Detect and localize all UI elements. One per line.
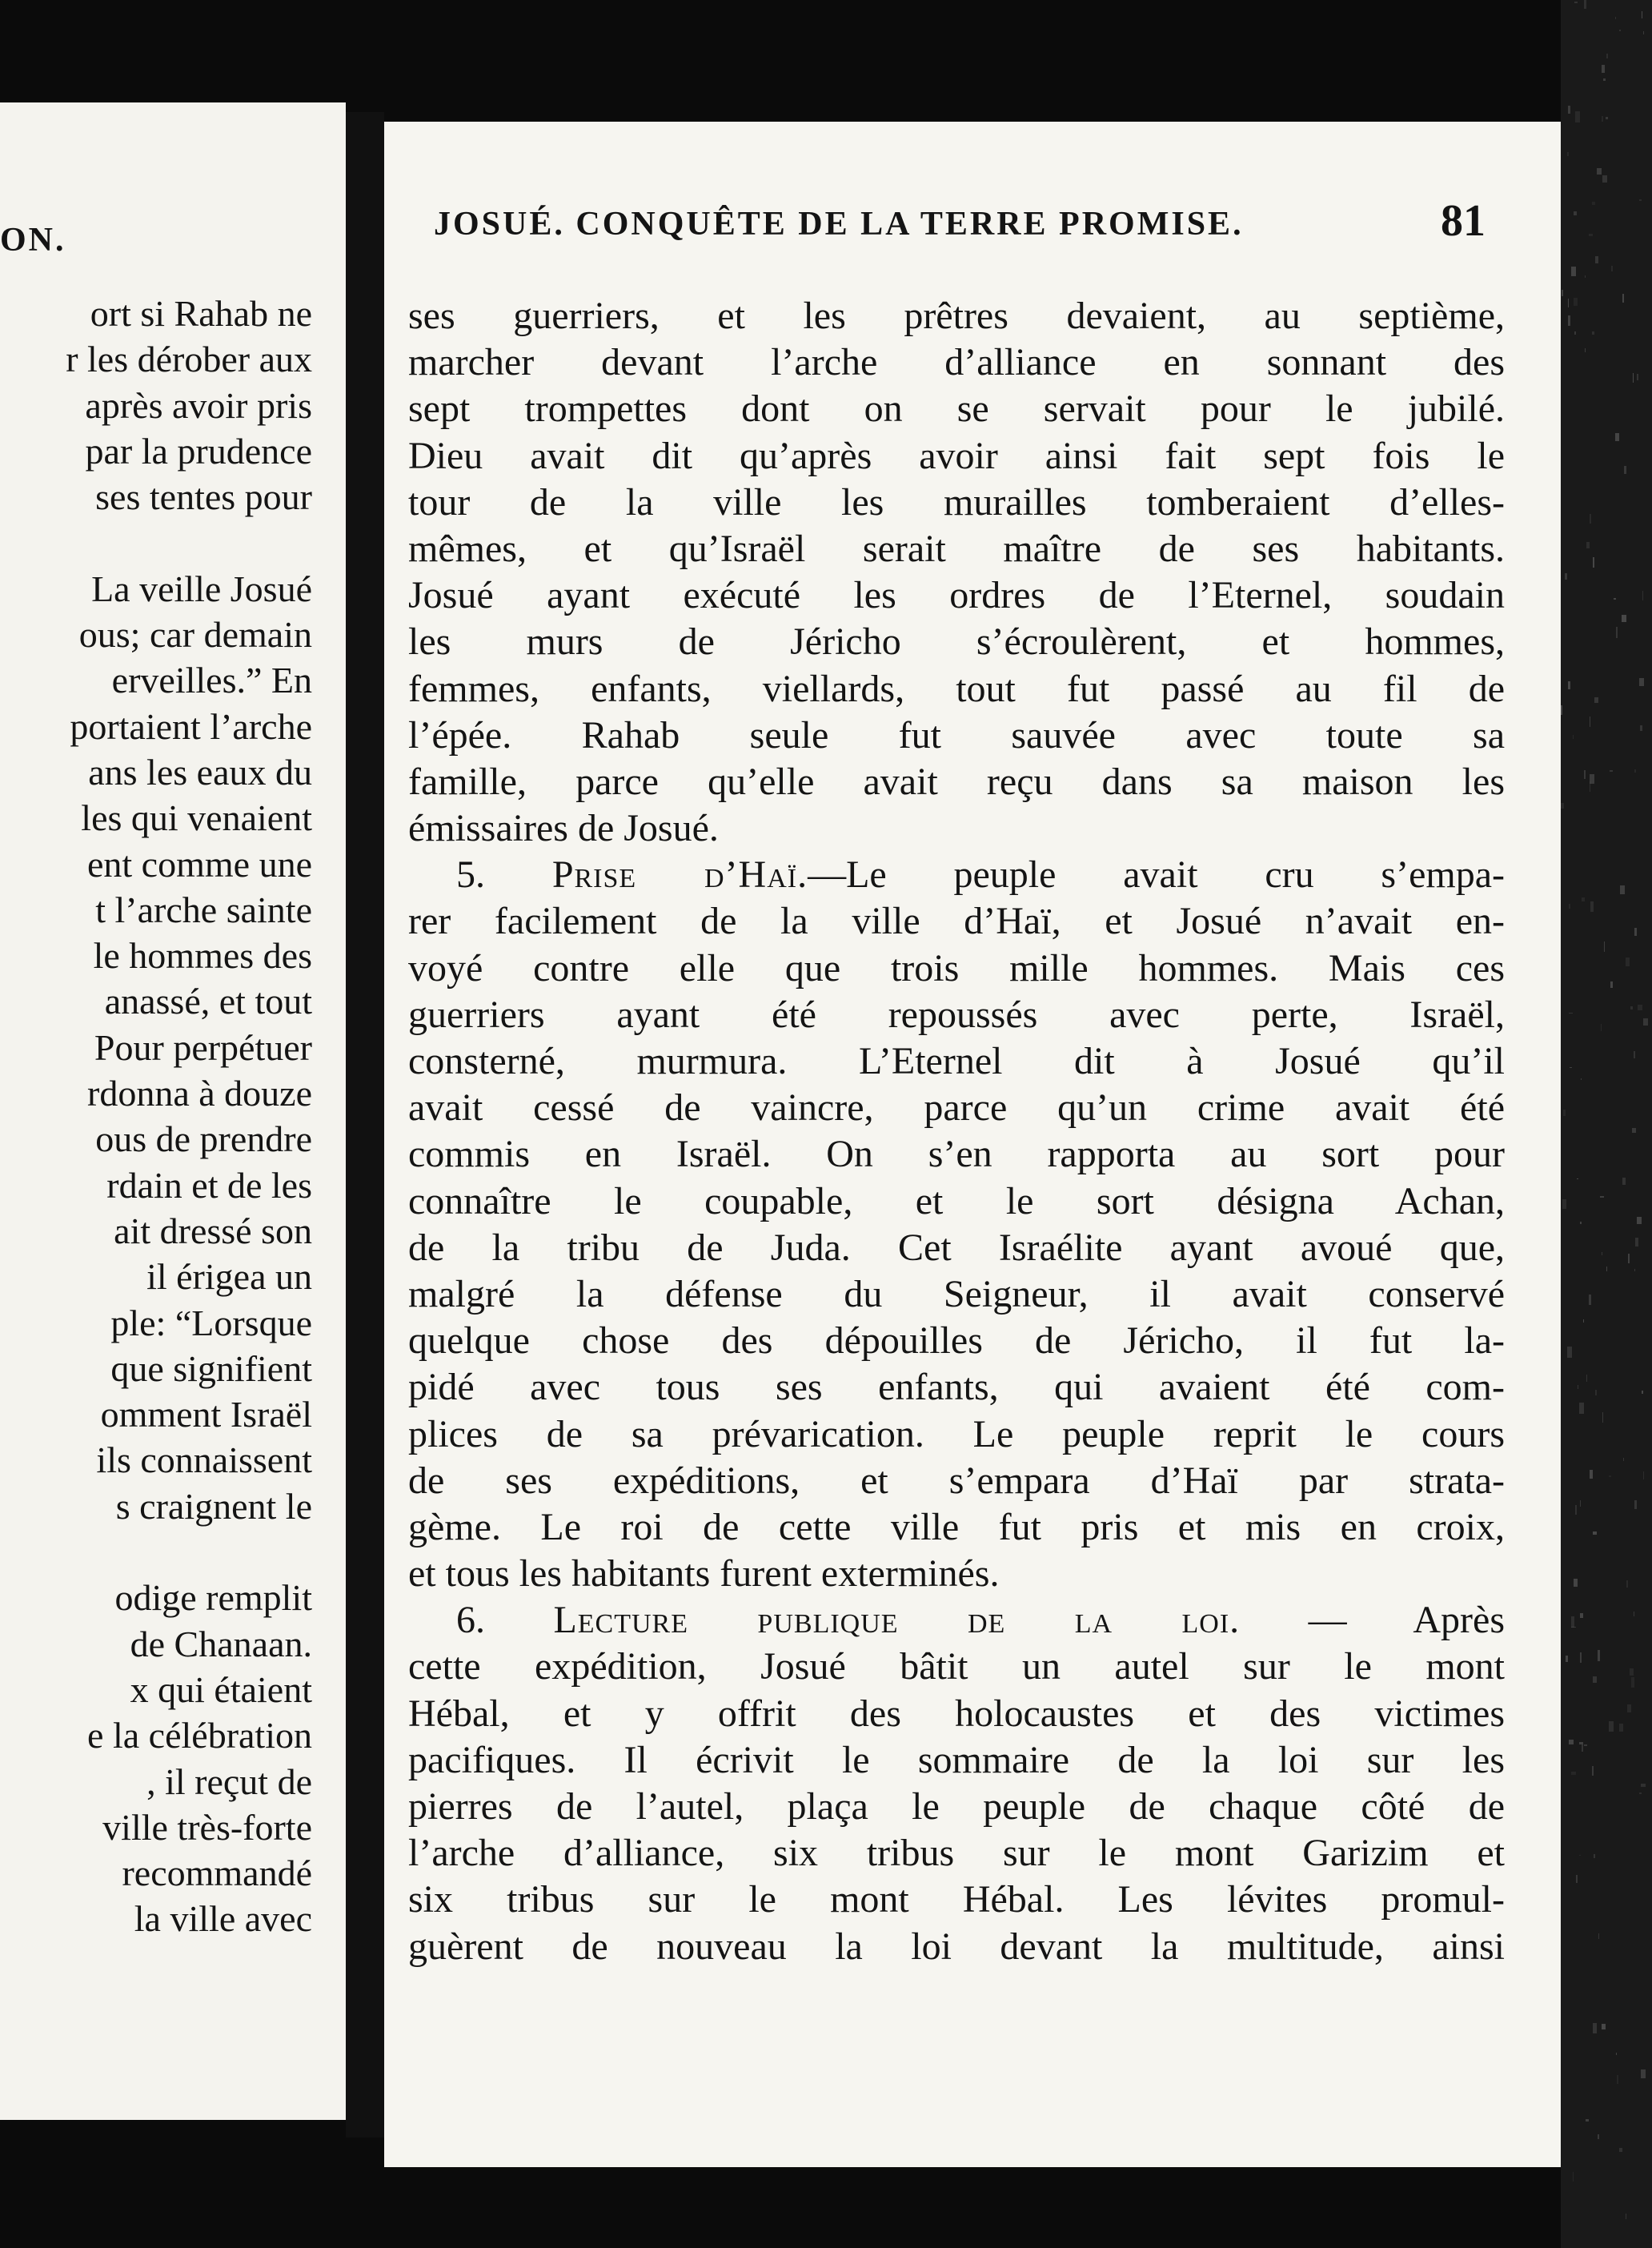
noise-speck [1581,1078,1582,1080]
noise-speck [1573,2172,1574,2182]
noise-speck [1574,331,1576,335]
noise-speck [1643,31,1644,34]
text-line: guèrent de nouveau la loi devant la multitude, ainsi [408,1925,1505,1968]
noise-speck [1615,433,1619,441]
noise-speck [1590,901,1594,912]
text-line: ait dressé son [114,1210,312,1251]
noise-speck [1639,199,1642,201]
noise-speck [1601,1024,1602,1031]
text-line: La veille Josué [91,568,312,609]
section-5-number: 5. [456,853,485,897]
text-line: la ville avec [134,1898,312,1940]
book-gutter [346,112,384,2138]
text-line: Josué ayant exécuté les ordres de l’Eternel, soudain [408,574,1505,617]
text-line: malgré la défense du Seigneur, il avait conservé [408,1272,1505,1315]
text-line: portaient l’arche [70,705,312,747]
noise-speck [1586,2119,1589,2122]
noise-speck [1634,1269,1635,1271]
text-line: ple: “Lorsque [110,1302,312,1343]
noise-speck [1634,928,1637,936]
noise-speck [1637,1217,1642,1224]
text-line: ans les eaux du [88,751,312,793]
noise-speck [1593,2023,1597,2033]
text-line: connaître le coupable, et le sort désigna Achan, [408,1179,1505,1222]
noise-speck [1592,1766,1594,1776]
noise-speck [1574,2,1578,3]
text-line: avait cessé de vaincre, parce qu’un crime avait été [408,1086,1505,1130]
noise-speck [1561,803,1564,809]
noise-speck [1580,1500,1581,1507]
noise-speck [1622,1178,1626,1185]
noise-speck [1590,514,1591,524]
text-line: l’épée. Rahab seule fut sauvée avec toute sa [408,713,1505,757]
left-page [0,102,346,2120]
text-line: famille, parce qu’elle avait reçu dans sa maison les [408,760,1505,803]
running-header-title: JOSUÉ. CONQUÊTE DE LA TERRE PROMISE. [434,206,1244,243]
noise-speck [1602,2024,1606,2029]
noise-speck [1610,981,1613,988]
noise-speck [1579,1403,1584,1414]
noise-speck [1590,1470,1593,1479]
text-line: , il reçut de [146,1760,312,1802]
noise-speck [1628,1254,1630,1263]
noise-speck [1603,78,1606,81]
text-line: ous; car demain [78,614,312,656]
noise-speck [1641,1784,1646,1787]
text-line: erveilles.” En [111,660,312,701]
noise-speck [1563,1110,1566,1116]
noise-speck [1594,1854,1595,1858]
noise-speck [1606,117,1608,119]
noise-speck [1616,2053,1617,2055]
section-6-paragraph [408,1644,1505,1969]
text-line: e la célébration [87,1715,312,1756]
noise-speck [1579,1742,1583,1744]
noise-speck [1602,116,1603,122]
noise-speck [1626,957,1630,966]
text-line: gème. Le roi de cette ville fut pris et mis en croix, [408,1505,1505,1548]
noise-speck [1592,202,1595,205]
text-line: femmes, enfants, viellards, tout fut passé au fil de [408,667,1505,710]
noise-speck [1643,1471,1644,1479]
text-line: tour de la ville les murailles tomberaient d’elles- [408,480,1505,524]
text-line: l’arche d’alliance, six tribus sur le mont Garizim et [408,1832,1505,1875]
left-running-header: ON. [0,222,66,259]
noise-speck [1565,573,1567,580]
noise-speck [1579,1855,1581,1856]
noise-speck [1574,211,1577,215]
noise-speck [1617,2075,1618,2084]
text-line: rdain et de les [106,1164,312,1206]
noise-speck [1626,1580,1628,1588]
text-line: les qui venaient [81,797,312,839]
noise-speck [1643,1018,1648,1026]
noise-speck [1586,542,1590,548]
text-line: Dieu avait dit qu’après avoir ainsi fait sept fois le [408,434,1505,477]
text-line: de la tribu de Juda. Cet Israélite ayant avoué que, [408,1226,1505,1269]
noise-speck [1580,1613,1583,1618]
text-line: et tous les habitants furent exterminés. [408,1552,1000,1596]
text-line: anassé, et tout [104,981,312,1022]
noise-speck [1639,1792,1642,1794]
section-6-heading-line [408,1597,1505,1644]
noise-speck [1566,1656,1568,1662]
noise-speck [1619,1724,1623,1732]
noise-speck [1562,1199,1566,1209]
noise-speck [1639,678,1644,686]
text-line: sept trompettes dont on se servait pour le jubilé. [408,387,1505,431]
noise-speck [1580,1222,1582,1224]
section-5-first-line: —Le peuple avait cru s’empa- [808,853,1506,897]
noise-speck [1619,2148,1622,2152]
noise-speck [1573,735,1574,739]
noise-speck [1630,1006,1633,1010]
text-line: que signifient [110,1347,312,1389]
text-line: voyé contre elle que trois mille hommes. Mais ces [408,946,1505,990]
noise-speck [1586,1375,1587,1382]
noise-speck [1609,1475,1611,1477]
noise-speck [1606,1267,1607,1271]
noise-speck [1624,466,1626,474]
text-line: consterné, murmura. L’Eternel dit à Josué qu’il [408,1040,1505,1082]
noise-speck [1571,1616,1574,1628]
noise-speck [1604,941,1605,952]
noise-speck [1593,1676,1597,1683]
noise-speck [1562,290,1563,296]
scanner-margin [1561,0,1652,2248]
noise-speck [1616,627,1618,638]
noise-speck [1615,17,1616,19]
text-line: après avoir pris [85,384,312,426]
noise-speck [1592,331,1594,335]
left-page-text [0,291,312,1942]
noise-speck [1594,697,1598,703]
noise-speck [1642,591,1643,600]
text-line: ous de prendre [95,1118,312,1160]
text-line: ils connaissent [96,1439,312,1481]
noise-speck [1635,1238,1638,1246]
noise-speck [1641,2069,1646,2078]
noise-speck [1611,266,1613,271]
noise-speck [1598,2134,1599,2139]
noise-speck [1638,1005,1642,1010]
noise-speck [1589,1295,1591,1305]
noise-speck [1570,1067,1572,1068]
noise-speck [1590,774,1594,784]
text-line: émissaires de Josué. [408,807,719,850]
text-line: Pour perpétuer [94,1026,312,1068]
text-line: commis en Israël. On s’en rapporta au sort pour [408,1133,1505,1176]
noise-speck [1602,65,1605,73]
noise-speck [1569,1740,1574,1744]
noise-speck [1595,256,1598,263]
text-line: de Chanaan. [130,1623,312,1664]
right-page [384,122,1561,2167]
noise-speck [1620,885,1625,894]
text-line: Hébal, et y offrit des holocaustes et des victimes [408,1692,1505,1735]
noise-speck [1584,0,1586,9]
noise-speck [1567,152,1569,156]
noise-speck [1577,1178,1578,1179]
noise-speck [1582,1744,1583,1752]
text-line: quelque chose des dépouilles de Jéricho, il fut la- [408,1319,1505,1363]
noise-speck [1609,1721,1614,1732]
intro-paragraph [408,293,1505,852]
text-line: t l’arche sainte [95,889,312,930]
text-line: ses guerriers, et les prêtres devaient, au septième, [408,295,1505,337]
text-line: odige remplit [114,1577,312,1619]
noise-speck [1640,725,1642,731]
noise-speck [1576,1875,1578,1883]
paragraph-gap [0,520,312,565]
text-line: rer facilement de la ville d’Haï, et Josué n’avait en- [408,900,1505,943]
noise-speck [1637,374,1638,380]
text-line: pacifiques. Il écrivit le sommaire de la loi sur les [408,1738,1505,1781]
noise-speck [1593,1531,1597,1535]
noise-speck [1622,294,1624,303]
noise-speck [1600,1196,1604,1198]
noise-speck [1582,897,1585,901]
noise-speck [1634,769,1636,773]
text-line: il érigea un [146,1256,312,1298]
text-line: de ses expéditions, et s’empara d’Haï par strata- [408,1459,1505,1502]
noise-speck [1584,1744,1587,1746]
text-line: mêmes, et qu’Israël serait maître de ses habitants. [408,527,1505,570]
noise-speck [1575,1505,1577,1515]
noise-speck [1598,1933,1599,1939]
section-6-number: 6. [456,1599,485,1642]
text-line: omment Israël [100,1394,312,1435]
noise-speck [1574,298,1578,306]
noise-speck [1567,1347,1572,1358]
noise-speck [1627,1704,1631,1712]
noise-speck [1583,1319,1584,1323]
noise-speck [1568,315,1570,326]
noise-speck [1580,1652,1582,1663]
noise-speck [1568,299,1569,307]
text-line: pidé avec tous ses enfants, qui avaient été com- [408,1366,1505,1409]
text-line: x qui étaient [130,1668,312,1710]
noise-speck [1602,175,1607,183]
noise-speck [1622,615,1626,622]
text-line: marcher devant l’arche d’alliance en sonnant des [408,341,1505,384]
noise-speck [1568,106,1570,114]
noise-speck [1595,1390,1597,1395]
section-5-paragraph [408,898,1505,1597]
noise-speck [1574,1579,1578,1587]
noise-speck [1634,1051,1635,1058]
noise-speck [1571,1772,1576,1775]
noise-speck [1585,275,1586,278]
text-line: ses tentes pour [95,476,312,518]
text-line: ent comme une [86,843,312,885]
text-line: six tribus sur le mont Hébal. Les lévites promul- [408,1878,1505,1921]
paragraph-gap [0,1529,312,1575]
noise-speck [1597,168,1602,175]
noise-speck [1593,557,1594,568]
text-line: les murs de Jéricho s’écroulèrent, et hommes, [408,620,1505,664]
noise-speck [1631,1677,1634,1688]
noise-speck [1633,373,1634,383]
text-line: pierres de l’autel, plaça le peuple de chaque côté de [408,1785,1505,1828]
page-number: 81 [1441,196,1486,246]
noise-speck [1569,904,1570,909]
noise-speck [1614,598,1616,600]
noise-speck [1606,54,1608,58]
text-line: ort si Rahab ne [90,293,312,334]
noise-speck [1571,267,1576,276]
text-line: recommandé [122,1853,312,1894]
text-line: rdonna à douze [87,1073,312,1114]
noise-speck [1610,770,1613,772]
section-5-title: Prise d’Haï. [551,853,808,897]
noise-speck [1630,1668,1634,1676]
noise-speck [1584,770,1586,779]
noise-speck [1585,348,1586,352]
text-line: ville très-forte [102,1806,312,1848]
text-line: cette expédition, Josué bâtit un autel sur le mont [408,1645,1505,1688]
text-line: guerriers ayant été repoussés avec perte, Israël, [408,993,1505,1036]
noise-speck [1589,234,1593,236]
text-line: plices de sa prévarication. Le peuple reprit le cours [408,1412,1505,1455]
text-line: r les dérober aux [66,339,312,380]
text-line: le hommes des [93,935,312,977]
text-line: par la prudence [85,430,312,472]
section-5-heading-line [408,852,1505,898]
running-header [434,196,1502,246]
noise-speck [1598,1650,1600,1661]
noise-speck [1561,705,1562,715]
noise-speck [1632,1128,1636,1133]
noise-speck [1634,1500,1637,1509]
noise-speck [1623,1458,1624,1461]
noise-speck [1642,1391,1643,1394]
text-line: s craignent le [115,1485,312,1527]
noise-speck [1619,30,1621,31]
noise-speck [1575,111,1580,122]
noise-speck [1602,1412,1603,1423]
noise-speck [1569,1013,1573,1014]
section-6-first-line: — Après [1240,1599,1506,1642]
section-6-title: Lecture publique de la loi. [553,1599,1241,1642]
noise-speck [1568,681,1570,689]
right-page-text [408,293,1505,1970]
